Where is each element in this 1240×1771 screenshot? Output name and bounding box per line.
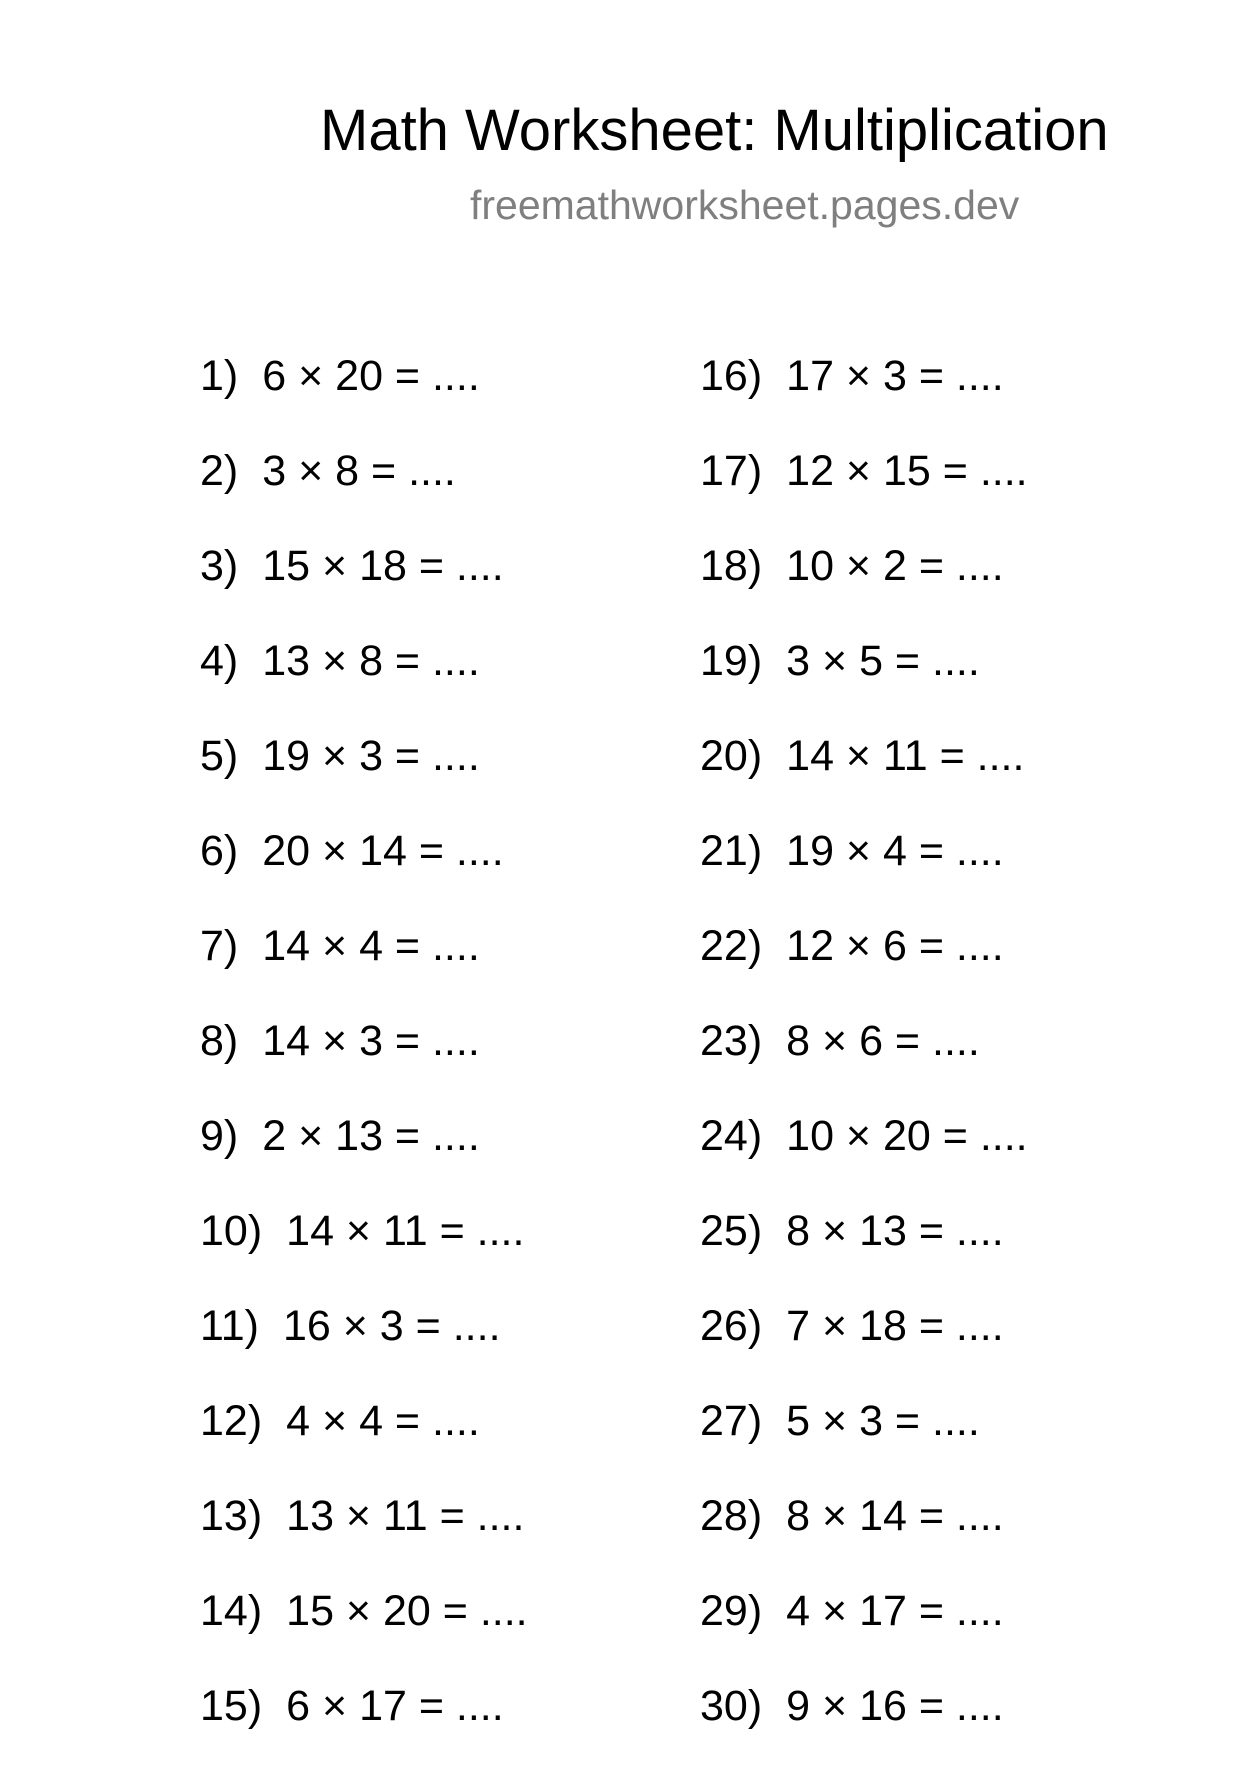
problem-column-right — [700, 346, 1200, 1771]
problem-expression: 14 × 3 = .... — [262, 1017, 480, 1065]
problem-number: 3) — [200, 542, 239, 590]
problem-item — [200, 1296, 700, 1391]
problem-item — [200, 631, 700, 726]
problem-expression: 19 × 3 = .... — [262, 732, 480, 780]
problem-item — [200, 1391, 700, 1486]
problem-number: 27) — [700, 1397, 763, 1445]
problem-number: 18) — [700, 542, 763, 590]
problem-number: 5) — [200, 732, 239, 780]
problem-expression: 10 × 2 = .... — [786, 542, 1004, 590]
problem-expression: 6 × 20 = .... — [262, 352, 480, 400]
problem-number: 14) — [200, 1587, 263, 1635]
problem-number: 25) — [700, 1207, 763, 1255]
problem-number: 24) — [700, 1112, 763, 1160]
problem-number: 12) — [200, 1397, 263, 1445]
problem-number: 19) — [700, 637, 763, 685]
problem-item — [200, 1011, 700, 1106]
problem-expression: 19 × 4 = .... — [786, 827, 1004, 875]
problem-expression: 3 × 8 = .... — [262, 447, 456, 495]
problem-item — [700, 536, 1200, 631]
problem-number: 1) — [200, 352, 239, 400]
problem-item — [200, 916, 700, 1011]
problem-item — [200, 441, 700, 536]
problem-number: 6) — [200, 827, 239, 875]
problem-expression: 14 × 4 = .... — [262, 922, 480, 970]
problem-expression: 17 × 3 = .... — [786, 352, 1004, 400]
problem-number: 2) — [200, 447, 239, 495]
problem-item — [700, 441, 1200, 536]
problem-expression: 10 × 20 = .... — [786, 1112, 1028, 1160]
problem-item — [700, 346, 1200, 441]
problem-item — [200, 346, 700, 441]
problem-number: 4) — [200, 637, 239, 685]
problem-number: 29) — [700, 1587, 763, 1635]
problem-expression: 8 × 6 = .... — [786, 1017, 980, 1065]
problem-item — [200, 1486, 700, 1581]
worksheet-source-url: freemathworksheet.pages.dev — [470, 182, 1020, 228]
problem-number: 21) — [700, 827, 763, 875]
problem-item — [200, 1201, 700, 1296]
problem-expression: 7 × 18 = .... — [786, 1302, 1004, 1350]
worksheet-title: Math Worksheet: Multiplication — [320, 98, 1109, 163]
problem-item — [200, 821, 700, 916]
problem-item — [700, 1676, 1200, 1771]
problem-expression: 3 × 5 = .... — [786, 637, 980, 685]
problem-item — [200, 536, 700, 631]
problem-number: 22) — [700, 922, 763, 970]
problem-number: 11) — [200, 1302, 259, 1350]
problem-expression: 13 × 8 = .... — [262, 637, 480, 685]
problem-expression: 12 × 6 = .... — [786, 922, 1004, 970]
problem-expression: 2 × 13 = .... — [262, 1112, 480, 1160]
problem-number: 9) — [200, 1112, 239, 1160]
problem-item — [700, 1011, 1200, 1106]
problem-number: 30) — [700, 1682, 763, 1730]
problem-expression: 16 × 3 = .... — [282, 1302, 501, 1350]
problem-expression: 13 × 11 = .... — [286, 1492, 525, 1540]
problem-number: 15) — [200, 1682, 263, 1730]
problem-number: 20) — [700, 732, 763, 780]
problem-item — [700, 1296, 1200, 1391]
problem-number: 17) — [700, 447, 763, 495]
problem-number: 13) — [200, 1492, 263, 1540]
problem-item — [700, 821, 1200, 916]
problem-expression: 9 × 16 = .... — [786, 1682, 1004, 1730]
problem-expression: 4 × 17 = .... — [786, 1587, 1004, 1635]
problem-expression: 20 × 14 = .... — [262, 827, 504, 875]
problem-expression: 6 × 17 = .... — [286, 1682, 504, 1730]
problem-number: 16) — [700, 352, 763, 400]
problem-expression: 8 × 13 = .... — [786, 1207, 1004, 1255]
problem-expression: 15 × 18 = .... — [262, 542, 504, 590]
problem-number: 26) — [700, 1302, 763, 1350]
problem-item — [700, 726, 1200, 821]
problem-expression: 5 × 3 = .... — [786, 1397, 980, 1445]
problem-item — [700, 1391, 1200, 1486]
problem-number: 7) — [200, 922, 239, 970]
problem-expression: 15 × 20 = .... — [286, 1587, 528, 1635]
problem-expression: 12 × 15 = .... — [786, 447, 1028, 495]
problem-number: 8) — [200, 1017, 239, 1065]
problem-item — [700, 1201, 1200, 1296]
problem-item — [700, 1486, 1200, 1581]
problem-item — [200, 1676, 700, 1771]
problem-item — [700, 1581, 1200, 1676]
problem-expression: 4 × 4 = .... — [286, 1397, 480, 1445]
problem-item — [200, 726, 700, 821]
problem-item — [200, 1106, 700, 1201]
problem-expression: 14 × 11 = .... — [786, 732, 1025, 780]
problem-number: 28) — [700, 1492, 763, 1540]
problem-expression: 14 × 11 = .... — [286, 1207, 525, 1255]
problem-number: 23) — [700, 1017, 763, 1065]
problem-column-left — [200, 346, 700, 1771]
problem-item — [700, 631, 1200, 726]
problem-item — [700, 916, 1200, 1011]
problem-number: 10) — [200, 1207, 263, 1255]
problem-item — [200, 1581, 700, 1676]
problem-item — [700, 1106, 1200, 1201]
problem-expression: 8 × 14 = .... — [786, 1492, 1004, 1540]
